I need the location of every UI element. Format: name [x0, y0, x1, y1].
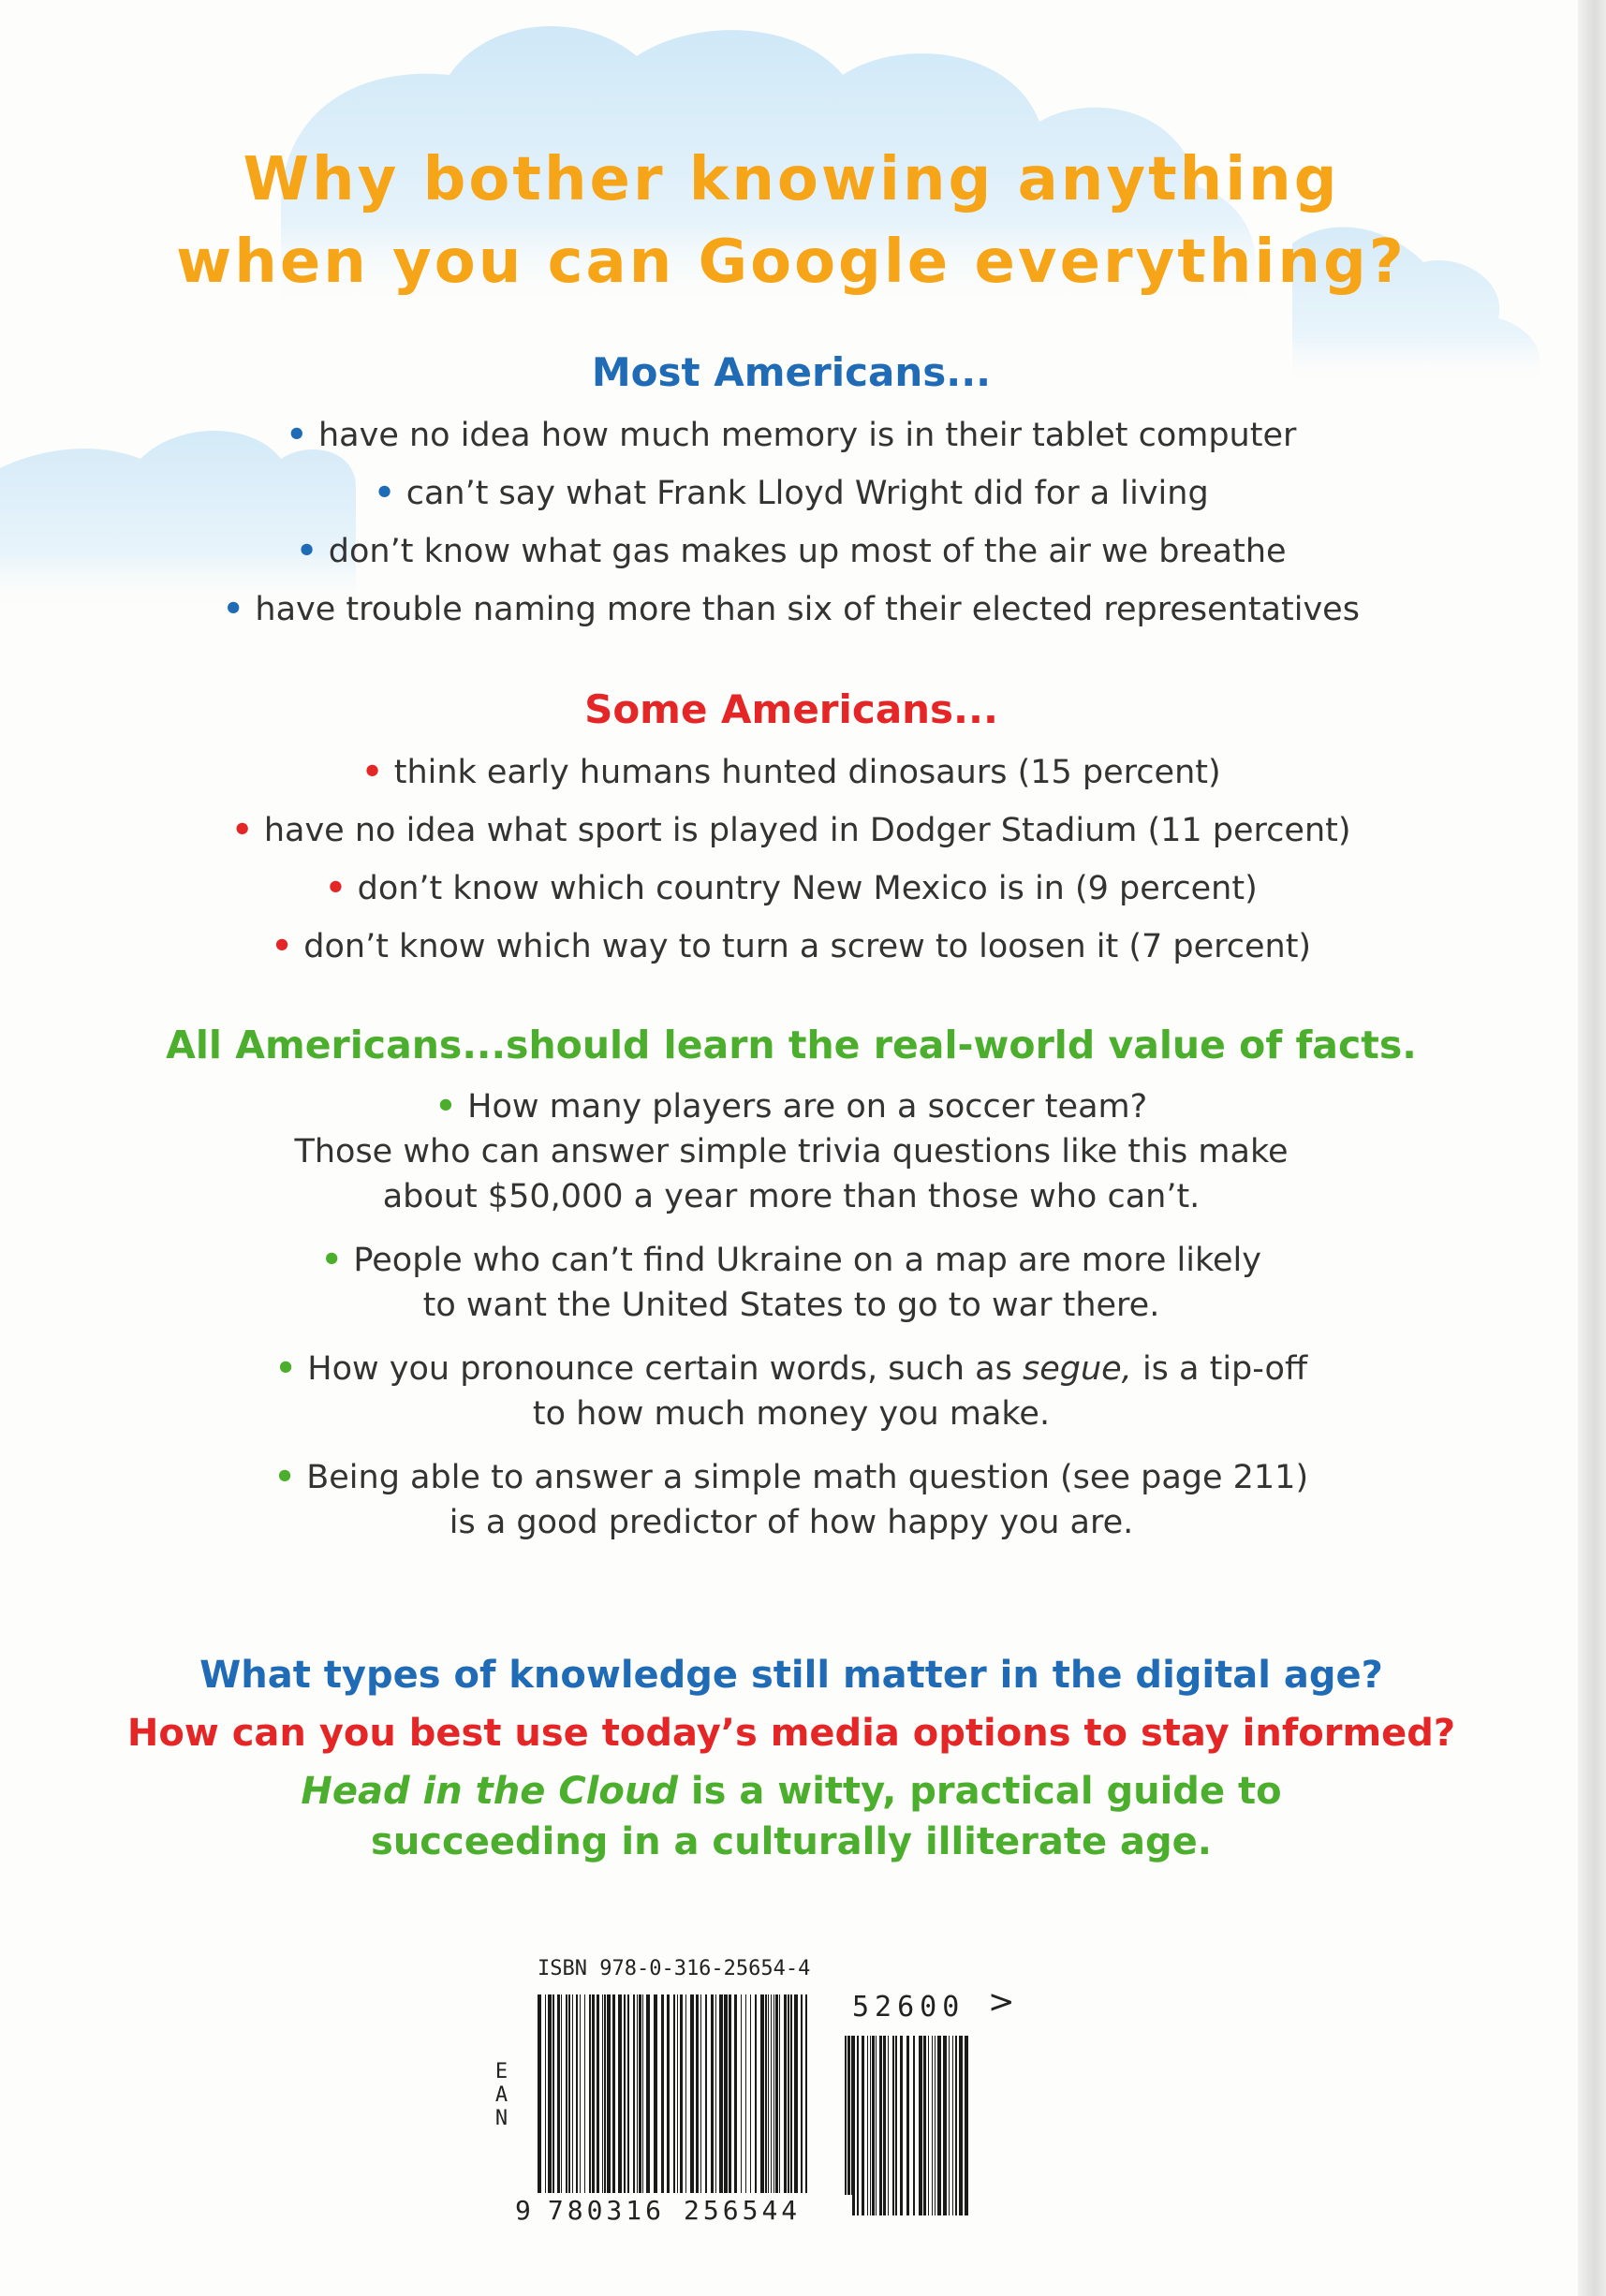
barcode-bar [584, 1994, 585, 2193]
barcode-bar [794, 1994, 798, 2193]
bullet-icon: • [321, 1242, 343, 1279]
barcode-bar [705, 1994, 707, 2193]
barcode-bar [913, 2036, 915, 2215]
barcode-bar [700, 1994, 701, 2193]
price-code: 52600 [852, 1991, 965, 2024]
barcode-bar [862, 2036, 864, 2215]
barcode-bar [576, 1994, 578, 2193]
barcode-bar [729, 1994, 731, 2193]
bullet-icon: • [223, 591, 244, 628]
bullet-icon: • [361, 754, 383, 791]
list-item: • don’t know which country New Mexico is in (9 percent) [325, 870, 1258, 907]
tagline-line-2: succeeding in a culturally illiterate age. [371, 1820, 1212, 1863]
barcode-bar [771, 1994, 772, 2193]
headline-line-1: Why bother knowing anything [243, 145, 1340, 214]
barcode-digits: 9 780316 256544 [515, 2195, 852, 2226]
barcode-bar [857, 2036, 859, 2215]
bullet-icon: • [273, 1459, 296, 1496]
barcode-bar [690, 1994, 694, 2193]
barcode-bar [801, 1994, 803, 2193]
all-americans-section [0, 1019, 1583, 1564]
isbn-label: ISBN 978-0-316-25654-4 [538, 1957, 811, 1980]
list-item: • don’t know what gas makes up most of the air we breathe [296, 533, 1287, 570]
barcode-bar [867, 2036, 868, 2215]
barcode-bar [892, 2036, 894, 2215]
barcode-bar [624, 1994, 626, 2193]
barcode-bar [639, 1994, 641, 2193]
bullet-icon: • [325, 870, 346, 907]
barcode-bar [943, 2036, 947, 2215]
barcode-bar [545, 1994, 546, 2193]
most-americans-section [0, 346, 1583, 639]
bullet-icon: • [296, 533, 317, 570]
barcode-bars [538, 1994, 809, 2193]
price-arrow-icon: > [988, 1983, 1015, 2021]
barcode-bar [597, 1994, 599, 2193]
barcode-bar [952, 2036, 953, 2215]
barcode-bar [592, 1994, 595, 2193]
barcode-bar [768, 1994, 769, 2193]
headline [0, 139, 1583, 303]
barcode-bar [845, 2036, 847, 2215]
barcode-bar [935, 2036, 936, 2215]
fact-item: • How many players are on a soccer team? Those who can answer simple trivia questions like this make about $50,000 a year more than those who can’t. [294, 1088, 1289, 1215]
cover-edge [1578, 0, 1606, 2296]
barcode-bar [932, 2036, 933, 2215]
bullet-icon: • [374, 475, 395, 512]
barcode-bar [741, 1994, 742, 2193]
facts-list [0, 1084, 1583, 1545]
barcode-bar [654, 1994, 657, 2193]
barcode-bar [745, 1994, 746, 2193]
barcode-bar [602, 1994, 603, 2193]
barcode-bar [711, 1994, 714, 2193]
question-2: How can you best use today’s media options to stay informed? [126, 1712, 1456, 1755]
headline-line-2: when you can Google everything? [176, 228, 1407, 297]
barcode-bar [876, 2036, 877, 2215]
barcode-bar [895, 2036, 897, 2215]
barcode-bar [724, 1994, 728, 2193]
list-item: • don’t know which way to turn a screw to loosen it (7 percent) [271, 928, 1312, 965]
ean-label: EAN [490, 2060, 513, 2130]
barcode-bar [548, 1994, 552, 2193]
barcode-bar [788, 1994, 789, 2193]
barcode-bar [949, 2036, 950, 2215]
barcode-bar [561, 1994, 562, 2193]
barcode-bar [553, 1994, 554, 2193]
barcode-bar [667, 1994, 670, 2193]
some-americans-title: Some Americans... [584, 686, 998, 732]
list-item: • have trouble naming more than six of their elected representatives [223, 591, 1360, 628]
barcode-bar [775, 1994, 778, 2193]
barcode-bar [557, 1994, 560, 2193]
most-americans-list [0, 406, 1583, 639]
barcode-bar [633, 1994, 635, 2193]
barcode-bar [750, 1994, 751, 2193]
list-item: • have no idea how much memory is in their tablet computer [286, 417, 1297, 454]
barcode-bar [906, 2036, 909, 2215]
barcode-bar [784, 1994, 787, 2193]
fact-item: • How you pronounce certain words, such as segue, is a tip-off to how much money you make. [274, 1350, 1308, 1433]
barcode-bar [661, 1994, 664, 2193]
barcode-bar [734, 1994, 737, 2193]
barcode-bar [851, 2036, 855, 2215]
barcode-bar [923, 2036, 926, 2215]
all-americans-title: All Americans...should learn the real-world value of facts. [166, 1023, 1417, 1067]
barcode-bar [928, 2036, 929, 2215]
barcode-bar [965, 2036, 968, 2215]
most-americans-title: Most Americans... [591, 349, 992, 395]
bullet-icon: • [274, 1350, 297, 1388]
addon-barcode-bars [845, 2036, 972, 2215]
closing-section [0, 1646, 1583, 1863]
barcode-bar [919, 2036, 922, 2215]
barcode-bar [566, 1994, 567, 2193]
some-americans-section [0, 684, 1583, 976]
barcode-bar [673, 1994, 675, 2193]
barcode-bar [637, 1994, 638, 2193]
barcode-bar [959, 2036, 963, 2215]
bullet-icon: • [231, 812, 253, 849]
barcode-bar [589, 1994, 591, 2193]
barcode-bar [872, 2036, 875, 2215]
list-item: • can’t say what Frank Lloyd Wright did for a living [374, 475, 1209, 512]
barcode-bar [696, 1994, 699, 2193]
barcode-bar [779, 1994, 780, 2193]
barcode-bar [847, 2036, 850, 2215]
barcode-bar [888, 2036, 889, 2215]
barcode-bar [955, 2036, 957, 2215]
barcode-bar [618, 1994, 622, 2193]
barcode-bar [572, 1994, 573, 2193]
barcode-bar [568, 1994, 570, 2193]
barcode-bar [790, 1994, 792, 2193]
list-item: • think early humans hunted dinosaurs (15 percent) [361, 754, 1221, 791]
bullet-icon: • [435, 1088, 457, 1126]
barcode-bar [760, 1994, 764, 2193]
fact-item: • People who can’t find Ukraine on a map are more likely to want the United States to go to war there. [321, 1242, 1261, 1324]
list-item: • have no idea what sport is played in Dodger Stadium (11 percent) [231, 812, 1351, 849]
some-americans-list [0, 743, 1583, 976]
barcode-bar [677, 1994, 678, 2193]
barcode-bar [612, 1994, 615, 2193]
barcode-bar [937, 2036, 941, 2215]
barcode-bar [870, 2036, 871, 2215]
barcode-bar [900, 2036, 903, 2215]
barcode-bar [680, 1994, 683, 2193]
bullet-icon: • [286, 417, 307, 454]
barcode-bar [580, 1994, 581, 2193]
barcode [478, 1957, 1021, 2238]
tagline: Head in the Cloud is a witty, practical guide to [301, 1770, 1282, 1813]
question-1: What types of knowledge still matter in the digital age? [199, 1654, 1383, 1697]
barcode-bar [627, 1994, 629, 2193]
barcode-bar [719, 1994, 723, 2193]
barcode-bar [538, 1994, 541, 2193]
barcode-bar [604, 1994, 606, 2193]
barcode-bar [879, 2036, 882, 2215]
book-title: Head in the Cloud [301, 1770, 678, 1813]
barcode-bar [607, 1994, 611, 2193]
barcode-bar [685, 1994, 686, 2193]
barcode-bar [646, 1994, 650, 2193]
bullet-icon: • [271, 928, 293, 965]
barcode-bar [715, 1994, 716, 2193]
fact-item: • Being able to answer a simple math question (see page 211) is a good predictor of how happy you are. [273, 1459, 1309, 1541]
barcode-bar [883, 2036, 886, 2215]
barcode-bar [642, 1994, 643, 2193]
barcode-bar [805, 1994, 807, 2193]
barcode-bar [765, 1994, 767, 2193]
barcode-bar [755, 1994, 757, 2193]
